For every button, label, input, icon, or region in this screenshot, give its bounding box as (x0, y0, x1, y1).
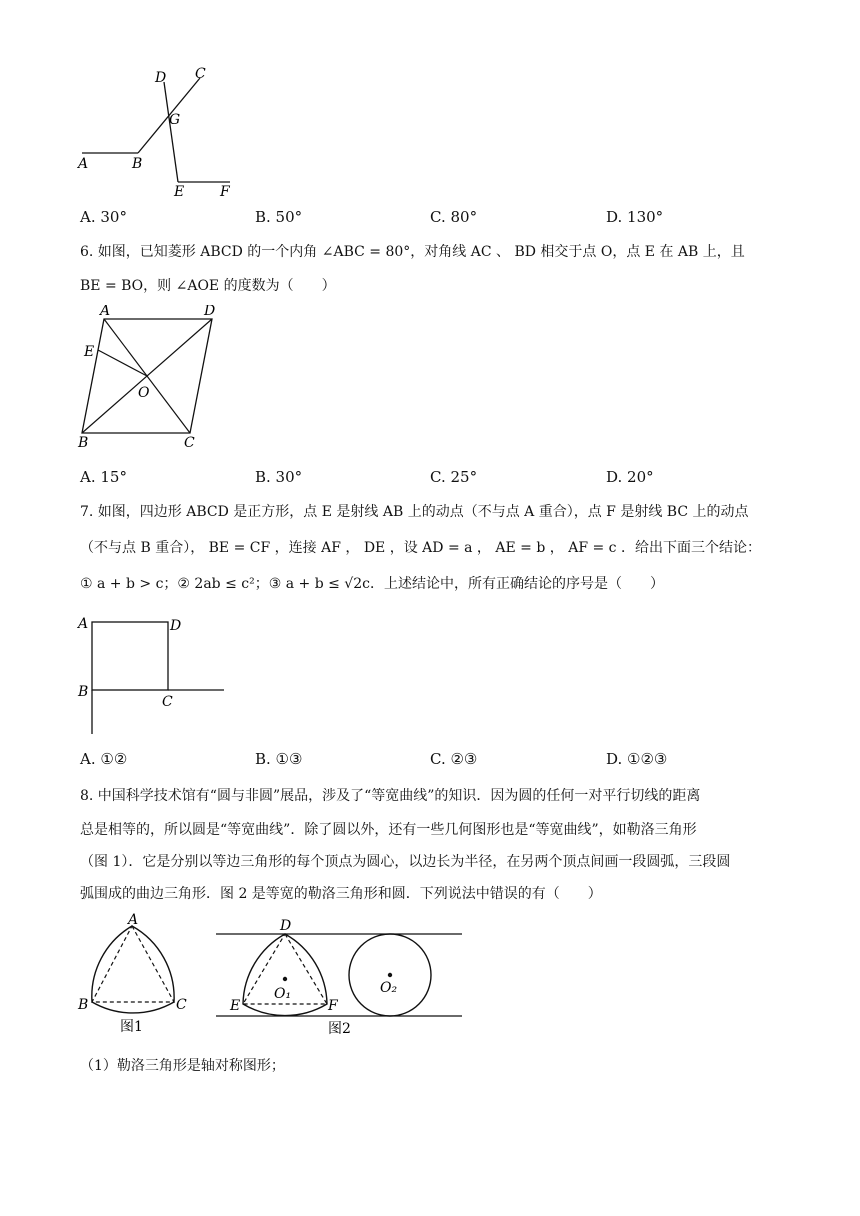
label-a: A (128, 912, 139, 928)
q7-option-a[interactable]: A. ①② (80, 750, 128, 768)
q7-option-c[interactable]: C. ②③ (430, 750, 478, 768)
label-e: E (84, 344, 95, 360)
label-c: C (184, 435, 195, 451)
label-e: E (230, 998, 241, 1014)
label-o1: O₁ (274, 986, 292, 1002)
q8-text-line1: 8. 中国科学技术馆有“圆与非圆”展品，涉及了“等宽曲线”的知识．因为圆的任何一对平行切线的距离 (80, 788, 701, 804)
q5-option-d[interactable]: D. 130° (606, 208, 664, 226)
q6-text-line1: 6. 如图，已知菱形 ABCD 的一个内角 ∠ABC = 80°，对角线 AC 、 BD 相交于点 O，点 E 在 AB 上，且 (80, 244, 745, 260)
label-b: B (78, 435, 89, 451)
label-e: E (174, 184, 185, 200)
label-d: D (204, 305, 216, 319)
label-b: B (132, 156, 143, 172)
q8-text-line4: 弧围成的曲边三角形．图 2 是等宽的勒洛三角形和圆．下列说法中错误的有（ ） (80, 886, 602, 902)
q6-text-line2: BE = BO，则 ∠AOE 的度数为（ ） (80, 278, 336, 294)
q6-option-a[interactable]: A. 15° (80, 468, 127, 486)
label-c: C (162, 694, 173, 710)
label-d: D (170, 618, 182, 634)
q5-option-c[interactable]: C. 80° (430, 208, 478, 226)
q7-option-d[interactable]: D. ①②③ (606, 750, 668, 768)
label-d: D (280, 918, 292, 934)
label-a: A (100, 305, 111, 319)
label-a: A (78, 156, 89, 172)
q7-text-line1: 7. 如图，四边形 ABCD 是正方形，点 E 是射线 AB 上的动点（不与点 A 重合），点 F 是射线 BC 上的动点 (80, 504, 749, 520)
label-f: F (220, 184, 230, 200)
q6-option-c[interactable]: C. 25° (430, 468, 478, 486)
figure-2-caption: 图2 (328, 1021, 351, 1037)
figure-1-caption: 图1 (120, 1019, 143, 1035)
q7-text-line2: （不与点 B 重合）， BE = CF ，连接 AF ， DE ，设 AD = a ， AE = b ， AF = c ．给出下面三个结论： (80, 540, 761, 556)
q5-option-a[interactable]: A. 30° (80, 208, 127, 226)
q8-statement-1: （1）勒洛三角形是轴对称图形； (80, 1058, 285, 1074)
q6-figure (70, 305, 240, 455)
label-o: O (138, 385, 150, 401)
q5-option-b[interactable]: B. 50° (255, 208, 303, 226)
label-c: C (176, 997, 187, 1013)
label-o2: O₂ (380, 980, 398, 996)
label-a: A (78, 616, 89, 632)
q5-figure (70, 60, 250, 200)
q7-option-b[interactable]: B. ①③ (255, 750, 303, 768)
label-d: D (155, 70, 167, 86)
q7-figure (70, 610, 240, 740)
q7-text-line3: ① a + b > c；② 2ab ≤ c²；③ a + b ≤ √2c．上述结论中，所有正确结论的序号是（ ） (80, 576, 664, 592)
q6-option-b[interactable]: B. 30° (255, 468, 303, 486)
label-g: G (169, 112, 181, 128)
label-f: F (328, 998, 338, 1014)
q6-option-d[interactable]: D. 20° (606, 468, 654, 486)
label-c: C (195, 66, 206, 82)
label-b: B (78, 684, 89, 700)
q8-text-line3: （图 1）．它是分别以等边三角形的每个顶点为圆心，以边长为半径，在另两个顶点间画一段圆弧，三段圆 (80, 854, 731, 870)
q8-figure-1 (72, 912, 202, 1042)
q8-text-line2: 总是相等的，所以圆是“等宽曲线”．除了圆以外，还有一些几何图形也是“等宽曲线”，如勒洛三角形 (80, 822, 697, 838)
label-b: B (78, 997, 89, 1013)
q8-figure-2 (212, 912, 468, 1044)
